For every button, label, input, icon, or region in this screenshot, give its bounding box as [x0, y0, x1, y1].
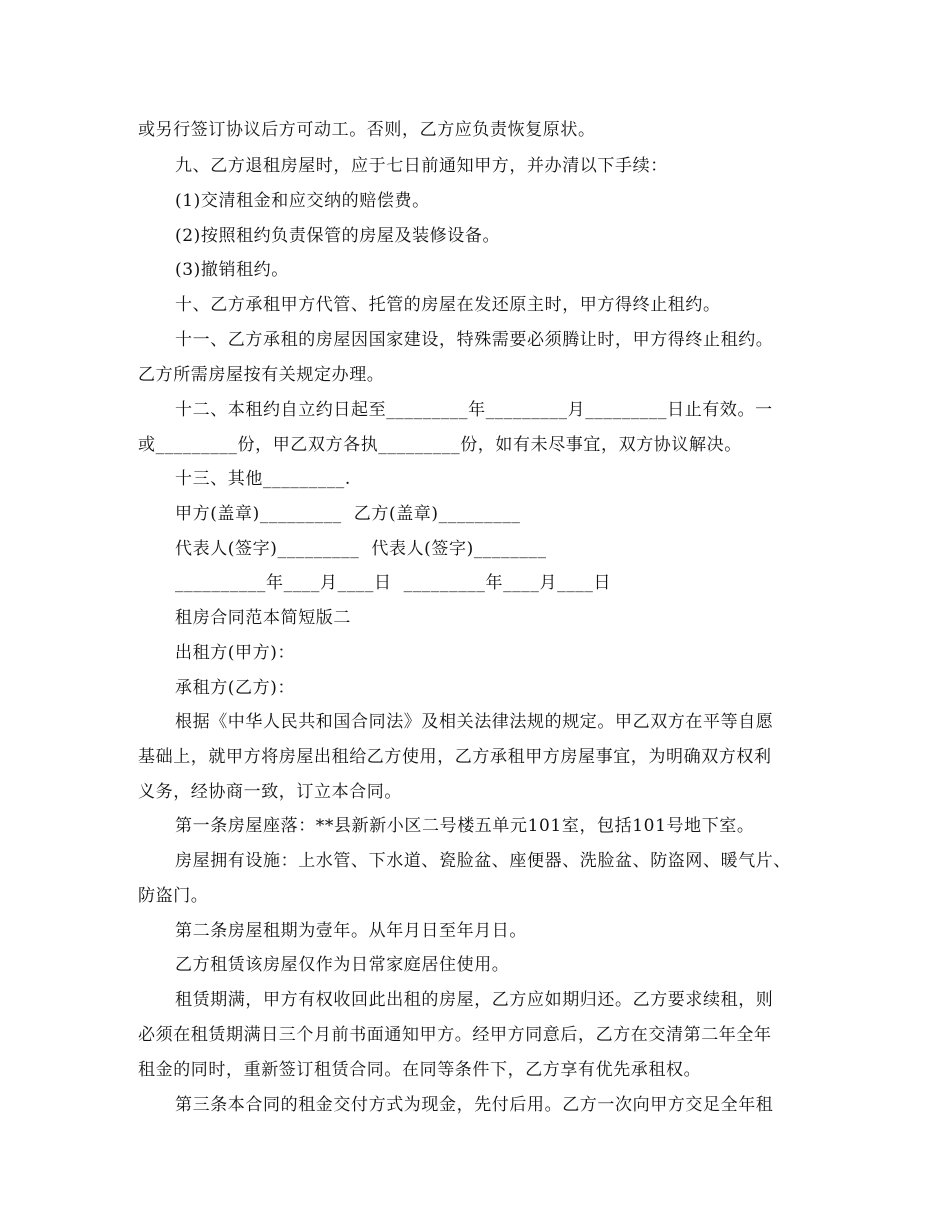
- clause-12: 十二、本租约自立约日起至_________年_________月_________日止有效。一: [175, 400, 773, 420]
- text-line: 防盗门。: [138, 886, 209, 906]
- article-2: 第二条房屋租期为壹年。从年月日至年月日。: [175, 921, 527, 941]
- article-1: 第一条房屋座落：**县新新小区二号楼五单元101室，包括101号地下室。: [175, 816, 755, 836]
- clause-11: 十一、乙方承租的房屋因国家建设，特殊需要必须腾让时，甲方得终止租约。: [175, 330, 774, 350]
- clause-9-item-2: (2)按照租约负责保管的房屋及装修设备。: [175, 226, 501, 246]
- clause-9-item-3: (3)撤销租约。: [175, 260, 289, 280]
- lessor-line: 出租方(甲方)：: [175, 643, 296, 663]
- usage-line: 乙方租赁该房屋仅作为日常家庭居住使用。: [175, 955, 510, 975]
- text-line: 或另行签订协议后方可动工。否则，乙方应负责恢复原状。: [138, 120, 596, 140]
- text-line: 义务，经协商一致，订立本合同。: [138, 782, 402, 802]
- signature-line: 代表人(签字)_________ 代表人(签字)________: [175, 539, 547, 559]
- text-line: 租金的同时，重新签订租赁合同。在同等条件下，乙方享有优先承租权。: [138, 1060, 702, 1080]
- text-line: 基础上，就甲方将房屋出租给乙方使用，乙方承租甲方房屋事宜，为明确双方权利: [138, 747, 772, 767]
- seal-line: 甲方(盖章)_________ 乙方(盖章)_________: [175, 504, 521, 524]
- facilities-line: 房屋拥有设施：上水管、下水道、瓷脸盆、座便器、洗脸盆、防盗网、暖气片、: [175, 851, 791, 871]
- text-line: 乙方所需房屋按有关规定办理。: [138, 365, 385, 385]
- clause-9: 九、乙方退租房屋时，应于七日前通知甲方，并办清以下手续：: [175, 156, 668, 176]
- lessee-line: 承租方(乙方)：: [175, 678, 296, 698]
- clause-13: 十三、其他_________.: [175, 469, 351, 489]
- preamble-line: 根据《中华人民共和国合同法》及相关法律法规的规定。甲乙双方在平等自愿: [175, 712, 774, 732]
- renewal-line: 租赁期满，甲方有权收回此出租的房屋，乙方应如期归还。乙方要求续租，则: [175, 990, 774, 1010]
- text-line: 或_________份，甲乙双方各执_________份，如有未尽事宜，双方协议解决。: [138, 435, 742, 455]
- section-title: 租房合同范本简短版二: [175, 608, 351, 628]
- clause-10: 十、乙方承租甲方代管、托管的房屋在发还原主时，甲方得终止租约。: [175, 295, 721, 315]
- article-3: 第三条本合同的租金交付方式为现金，先付后用。乙方一次向甲方交足全年租: [175, 1095, 774, 1115]
- clause-9-item-1: (1)交清租金和应交纳的赔偿费。: [175, 191, 430, 211]
- text-line: 必须在租赁期满日三个月前书面通知甲方。经甲方同意后，乙方在交清第二年全年: [138, 1025, 772, 1045]
- date-line: __________年____月____日 _________年____月____日: [175, 573, 612, 593]
